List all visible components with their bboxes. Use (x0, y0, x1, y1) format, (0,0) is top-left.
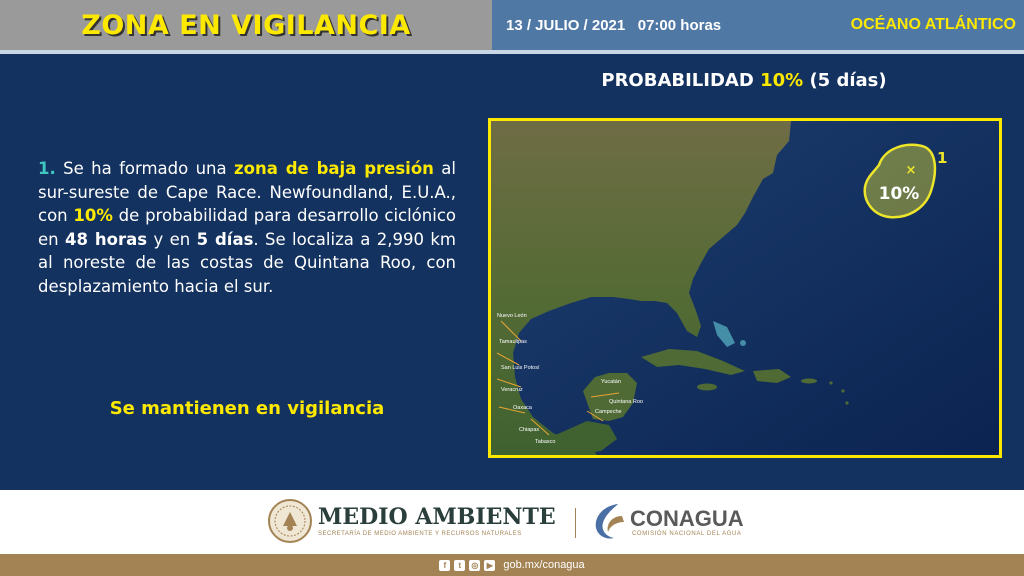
header-bar (0, 0, 1024, 50)
date-time-label (506, 17, 721, 34)
city-label: San Luis Potosí (501, 365, 540, 371)
desc-text-4: y en (147, 229, 197, 249)
zone-prob-label: 10% (878, 184, 920, 204)
desc-bold-2: 5 días (196, 229, 254, 249)
zone-number: 1. (38, 159, 56, 178)
desc-text-3: de probabilidad para desarrollo ciclónico en (38, 206, 456, 249)
city-label: Quintana Roo (609, 399, 643, 405)
probability-suffix: (5 días) (809, 70, 887, 91)
antilles-island (829, 381, 832, 384)
map-svg (491, 121, 999, 455)
probability-title (488, 70, 1000, 91)
time-label: 07:00 horas (637, 16, 722, 34)
header-divider (0, 50, 1024, 54)
desc-bold-1: 48 horas (65, 229, 148, 249)
city-label: Chiapas (519, 427, 540, 433)
twitter-icon[interactable]: t (454, 560, 465, 571)
zone-description (38, 157, 456, 298)
desc-highlight-2: 10% (73, 206, 113, 225)
zone-number-label: 1 (937, 149, 948, 167)
probability-prefix: PROBABILIDAD (601, 70, 754, 91)
desc-highlight-1: zona de baja presión (234, 159, 434, 178)
facebook-icon[interactable]: f (439, 560, 450, 571)
jamaica-land (697, 384, 717, 391)
zone-marker: × (905, 163, 917, 178)
instagram-icon[interactable]: ◎ (469, 560, 480, 571)
satellite-map (488, 118, 1002, 458)
city-label: Veracruz (501, 387, 523, 393)
city-label: Nuevo León (497, 313, 527, 319)
bahamas-shoal (740, 340, 746, 346)
city-label: Campeche (595, 409, 622, 415)
conagua-subtitle: COMISIÓN NACIONAL DEL AGUA (632, 531, 742, 537)
city-label: Tamaulipas (499, 339, 527, 345)
antilles-island (841, 389, 844, 392)
status-label: Se mantienen en vigilancia (109, 398, 385, 419)
medio-ambiente-logo: MEDIO AMBIENTE (318, 504, 556, 530)
conagua-logo: CONAGUA (630, 506, 744, 531)
mexico-seal-icon (267, 498, 313, 544)
youtube-icon[interactable]: ▶ (484, 560, 495, 571)
probability-value: 10% (760, 70, 804, 91)
website-link[interactable]: gob.mx/conagua (503, 559, 585, 571)
desc-text-1: Se ha formado una (55, 159, 235, 178)
social-bar (0, 554, 1024, 576)
city-label: Oaxaca (513, 405, 532, 411)
city-label: Yucatán (601, 379, 621, 385)
page-title: ZONA EN VIGILANCIA (81, 9, 411, 41)
desc-text-2: al sur-sureste de Cape Race. Newfoundland, E.U.A., con (38, 159, 456, 225)
date-label: 13 / JULIO / 2021 (506, 16, 626, 34)
info-banner (492, 0, 1024, 50)
semarnat-subtitle: SECRETARÍA DE MEDIO AMBIENTE Y RECURSOS NATURALES (318, 531, 522, 537)
desc-text-5: . Se localiza a 2,990 km al noreste de las costas de Quintana Roo, con desplazamiento hacia el sur. (38, 229, 457, 296)
region-label: OCÉANO ATLÁNTICO (850, 16, 1016, 33)
city-label: Tabasco (535, 439, 556, 445)
antilles-island (845, 401, 848, 404)
puerto-rico-land (801, 379, 817, 384)
conagua-logo-icon (592, 502, 626, 540)
footer (0, 490, 1024, 554)
logo-divider (575, 508, 576, 538)
title-banner (0, 0, 492, 50)
